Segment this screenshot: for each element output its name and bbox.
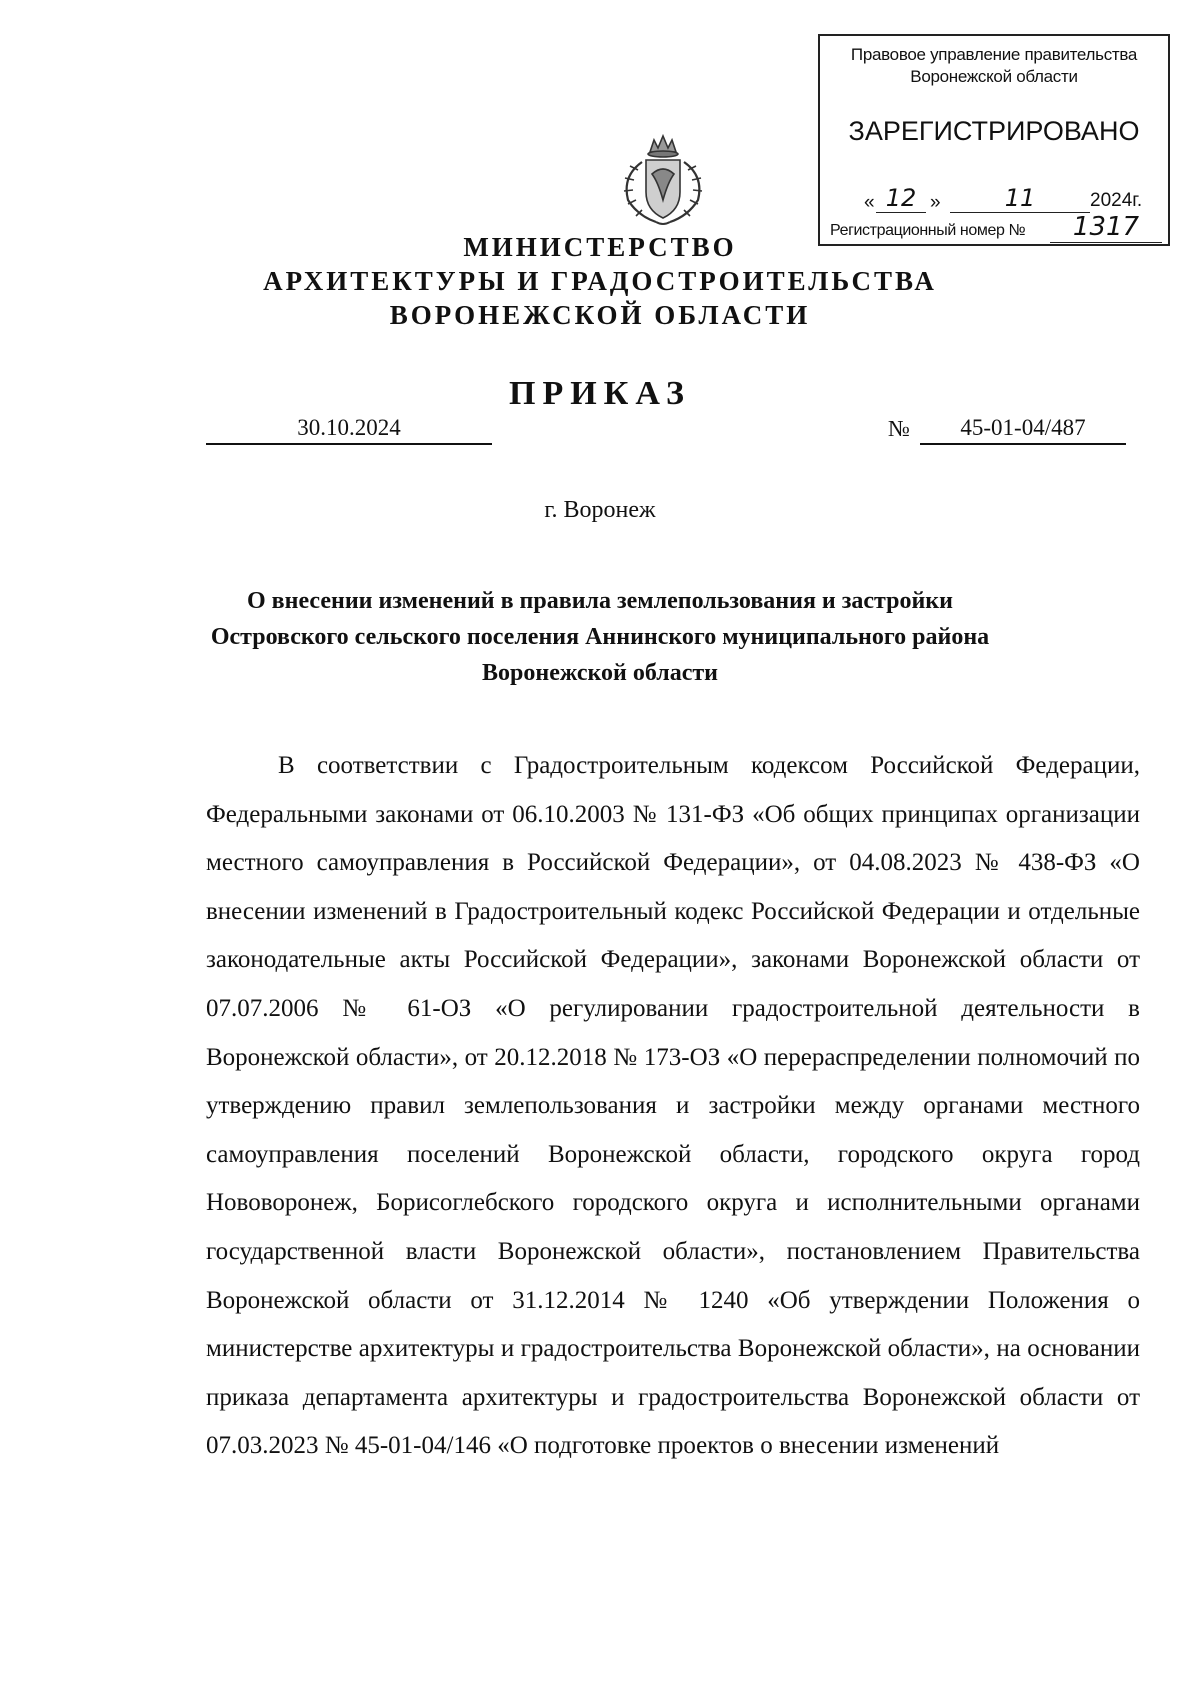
- stamp-quote-open: «: [864, 192, 875, 213]
- stamp-title: ЗАРЕГИСТРИРОВАНО: [848, 116, 1140, 146]
- registration-stamp: [818, 34, 1170, 246]
- stamp-organization: [820, 44, 1168, 88]
- stamp-reg-label: Регистрационный номер №: [830, 222, 1026, 239]
- order-date: 30.10.2024: [206, 415, 492, 445]
- stamp-org-line2: Воронежской области: [910, 67, 1078, 86]
- body-paragraph: В соответствии с Градостроительным кодексом Российской Федерации, Федеральными законами от 06.10.2003 № 131-ФЗ «Об общих принципах организации местного самоуправления в Российской Федерации», от 04.08.2023 № 438-ФЗ «О внесении изменений в Градостроительный кодекс Российской Федерации и отдельные законодательные акты Российской Федерации», законами Воронежской области от 07.07.2006 № 61-ОЗ «О регулировании градостроительной деятельности в Воронежской области», от 20.12.2018 № 173-ОЗ «О перераспределении полномочий по утверждению правил землепользования и застройки между органами местного самоуправления поселений Воронежской области, городского округа город Нововоронеж, Борисоглебского городского округа и исполнительными органами государственной власти Воронежской области», постановлением Правительства Воронежской области от 31.12.2014 № 1240 «Об утверждении Положения о министерстве архитектуры и градостроительства Воронежской области», на основании приказа департамента архитектуры и градостроительства Воронежской области от 07.03.2023 № 45-01-04/146 «О подготовке проектов о внесении изменений: [206, 752, 1140, 1460]
- subject-line2: Островского сельского поселения Аннинского муниципального района: [210, 624, 990, 650]
- order-subject: [200, 583, 1000, 691]
- ministry-line3: ВОРОНЕЖСКОЙ ОБЛАСТИ: [389, 300, 811, 330]
- ministry-line2: АРХИТЕКТУРЫ И ГРАДОСТРОИТЕЛЬСТВА: [263, 266, 937, 296]
- order-city: г. Воронеж: [544, 497, 656, 523]
- stamp-day: 12: [876, 184, 926, 213]
- subject-line3: Воронежской области: [482, 660, 718, 686]
- ministry-line1: МИНИСТЕРСТВО: [463, 232, 737, 262]
- stamp-quote-close: »: [930, 192, 941, 213]
- document-type: ПРИКАЗ: [509, 375, 691, 412]
- stamp-reg-number: 1317: [1050, 212, 1162, 243]
- stamp-org-line1: Правовое управление правительства: [850, 45, 1138, 64]
- subject-line1: О внесении изменений в правила землепользования и застройки: [247, 588, 953, 614]
- order-number: 45-01-04/487: [920, 415, 1126, 445]
- stamp-year: 2024г.: [1090, 190, 1143, 211]
- order-number-label: №: [888, 416, 910, 441]
- stamp-month: 11: [950, 184, 1090, 213]
- coat-of-arms-icon: [608, 130, 718, 230]
